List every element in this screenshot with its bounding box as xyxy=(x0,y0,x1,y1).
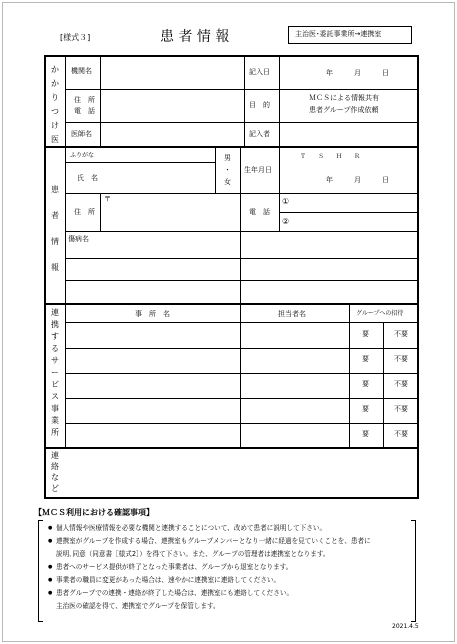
services-section-label: 連 携 す る サ ー ビ ス 事 業 所 xyxy=(51,308,59,437)
disease-field[interactable] xyxy=(66,244,238,302)
route-label: 主治医･委託事業所→連携室 xyxy=(295,30,382,38)
invite-need-option[interactable]: 要 xyxy=(362,430,369,438)
confirmation-list xyxy=(48,522,418,613)
route-box xyxy=(288,26,412,44)
disease-label: 傷病名 xyxy=(68,235,89,243)
furigana-field[interactable] xyxy=(101,148,213,161)
list-item: ● 個人情報や医療情報を必要な機関と連携することについて、改めて患者に説明して下さい。 xyxy=(48,522,418,535)
birth-date-value[interactable]: 年 月 日 xyxy=(326,176,389,184)
doctor-field[interactable] xyxy=(101,123,243,145)
invite-no-need-option[interactable]: 不要 xyxy=(394,330,408,338)
invite-need-option[interactable]: 要 xyxy=(362,355,369,363)
writer-label: 記入者 xyxy=(249,130,270,138)
sex-female-option[interactable]: 女 xyxy=(224,178,231,186)
entry-date-value[interactable]: 年 月 日 xyxy=(326,69,389,77)
sex-separator: ・ xyxy=(224,166,231,174)
form-number: [様式３] xyxy=(60,33,91,42)
doctor-label: 医師名 xyxy=(71,130,92,138)
list-item: ● 患者グループでの連携・連絡が終了した場合は、連携室にも連絡してください。 xyxy=(48,587,418,600)
invite-need-option[interactable]: 要 xyxy=(362,405,369,413)
invite-no-need-option[interactable]: 不要 xyxy=(394,430,408,438)
era-options[interactable]: Ｔ Ｓ Ｈ Ｒ xyxy=(300,153,361,160)
patient-address-field[interactable] xyxy=(101,194,239,230)
purpose-label: 目 的 xyxy=(249,101,270,109)
physician-section-label: か か り つ け 医 xyxy=(51,65,59,144)
patient-section-label: 患 者 情 報 xyxy=(51,185,59,272)
sex-male-option[interactable]: 男 xyxy=(224,154,231,162)
patient-phone-label: 電 話 xyxy=(249,208,270,216)
patient-name-field[interactable] xyxy=(101,164,213,192)
invite-need-option[interactable]: 要 xyxy=(362,330,369,338)
purpose-line-2: 患者グループ作成依頼 xyxy=(309,106,379,114)
writer-field[interactable] xyxy=(281,123,416,145)
patient-name-label: 氏 名 xyxy=(77,174,98,182)
entry-date-label: 記入日 xyxy=(249,68,270,76)
purpose-line-1: ＭＣＳによる情報共有 xyxy=(309,94,379,102)
list-item: ● 連携室がグループを作成する場合、連携室もグループメンバーとなり一緒に経過を見ていくことを、患者に xyxy=(48,535,418,548)
left-bracket xyxy=(38,520,43,622)
phone-2-marker: ② xyxy=(282,217,290,226)
revision-date: 2021.4.5 xyxy=(392,623,419,630)
physician-phone-label: 電 話 xyxy=(74,107,95,115)
contact-section-label: 連 絡 な ど xyxy=(51,451,59,493)
list-item: 主治医の確認を得て、連携室でグループを保管します。 xyxy=(56,602,220,610)
phone-1-marker: ① xyxy=(282,197,290,206)
institution-label: 機関名 xyxy=(71,67,92,75)
institution-field[interactable] xyxy=(101,57,243,88)
invite-no-need-option[interactable]: 不要 xyxy=(394,355,408,363)
list-item: ● 患者へのサービス提供が終了となった事業者は、グループから退室となります。 xyxy=(48,561,418,574)
col-office-header: 事 所 名 xyxy=(135,310,170,318)
col-invite-header: グループへの招待 xyxy=(356,310,404,317)
invite-no-need-option[interactable]: 不要 xyxy=(394,405,408,413)
col-staff-header: 担当者名 xyxy=(278,310,306,318)
invite-no-need-option[interactable]: 不要 xyxy=(394,380,408,388)
physician-address-label: 住 所 xyxy=(74,96,95,104)
list-item: ● 事業者の職員に変更があった場合は、速やかに連携室に連絡してください。 xyxy=(48,574,418,587)
invite-need-option[interactable]: 要 xyxy=(362,380,369,388)
physician-address-field[interactable] xyxy=(101,90,243,121)
list-item: 説明､同意（同意書［様式2］）を得て下さい。また、グループの管理者は連携室となります。 xyxy=(56,550,330,558)
page-title: 患 者 情 報 xyxy=(160,29,230,45)
patient-address-label: 住 所 xyxy=(74,208,95,216)
postal-mark: 〒 xyxy=(104,195,111,203)
confirmation-title: 【ＭＣＳ利用における確認事項】 xyxy=(34,508,154,517)
furigana-label: ふりがな xyxy=(70,152,95,159)
contact-field[interactable] xyxy=(66,449,416,496)
birth-label: 生年月日 xyxy=(244,166,272,174)
